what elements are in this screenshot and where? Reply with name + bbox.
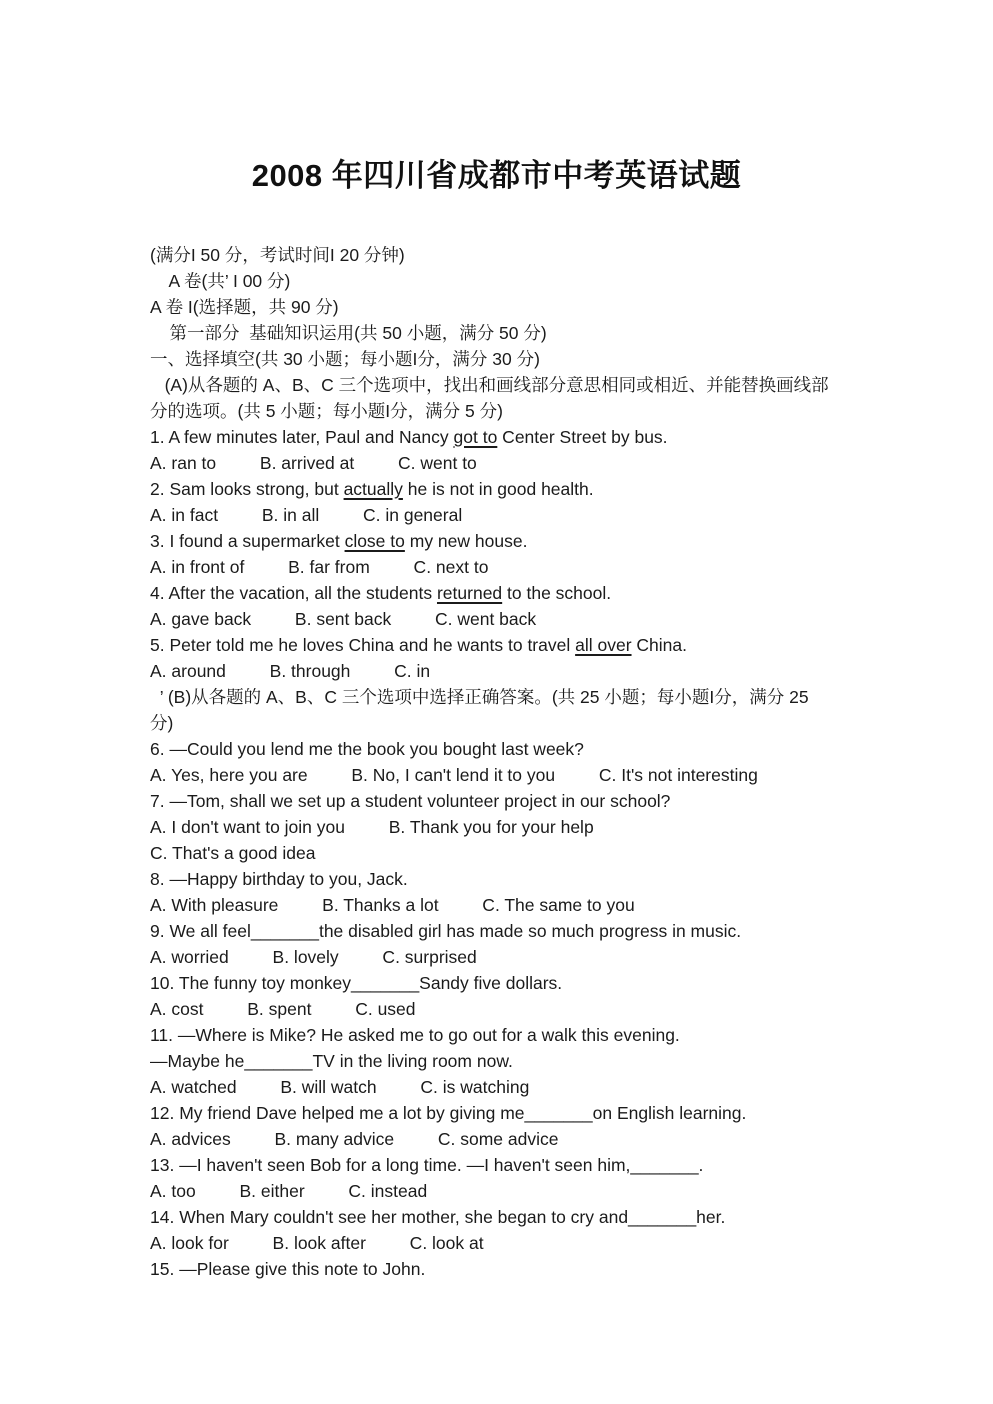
text-line	[150, 606, 880, 632]
text-segment: C. That's a good idea	[150, 843, 316, 863]
page-title: 2008 年四川省成都市中考英语试题	[251, 158, 742, 193]
underlined-phrase: all over	[575, 635, 632, 655]
text-segment: 7. —Tom, shall we set up a student volunteer project in our school?	[150, 791, 671, 811]
text-line	[150, 320, 880, 346]
text-segment: A. advices B. many advice C. some advice	[150, 1129, 559, 1149]
text-segment: A. worried B. lovely C. surprised	[150, 947, 477, 967]
text-line	[150, 788, 880, 814]
text-segment: A. Yes, here you are B. No, I can't lend it to you C. It's not interesting	[150, 765, 758, 785]
document-body	[150, 242, 880, 1282]
text-segment: 9. We all feel_______the disabled girl has made so much progress in music.	[150, 921, 742, 941]
text-segment: 14. When Mary couldn't see her mother, she began to cry and_______her.	[150, 1207, 726, 1227]
text-segment: A. I don't want to join you B. Thank you for your help	[150, 817, 594, 837]
text-line	[150, 1100, 880, 1126]
text-line	[150, 736, 880, 762]
text-line	[150, 1178, 880, 1204]
text-segment: A 卷 I(选择题，共 90 分)	[150, 297, 339, 317]
text-segment: A. look for B. look after C. look at	[150, 1233, 484, 1253]
text-line	[150, 658, 880, 684]
text-line	[150, 346, 880, 372]
underlined-phrase: returned	[436, 583, 503, 603]
text-segment: A. in fact B. in all C. in general	[150, 505, 463, 525]
text-line	[150, 762, 880, 788]
text-segment: 2. Sam looks strong, but	[150, 479, 344, 499]
text-segment: China.	[631, 635, 687, 655]
text-line	[150, 1204, 880, 1230]
text-line	[150, 1126, 880, 1152]
text-line	[150, 892, 880, 918]
text-line	[150, 580, 880, 606]
text-line	[150, 632, 880, 658]
text-line	[150, 476, 880, 502]
text-segment: 1. A few minutes later, Paul and Nancy	[150, 427, 454, 447]
text-line	[150, 528, 880, 554]
text-segment: 5. Peter told me he loves China and he wants to travel	[150, 635, 576, 655]
text-line	[150, 918, 880, 944]
text-line	[150, 710, 880, 736]
text-segment: 6. —Could you lend me the book you bought last week?	[150, 739, 584, 759]
text-line	[150, 398, 880, 424]
text-segment: 13. —I haven't seen Bob for a long time. —I haven't seen him,_______.	[150, 1155, 704, 1175]
text-segment: A 卷(共’ I 00 分)	[150, 271, 291, 291]
text-line	[150, 944, 880, 970]
text-segment: 分的选项。(共 5 小题；每小题I分，满分 5 分)	[150, 401, 503, 421]
text-line	[150, 424, 880, 450]
text-segment: 4. After the vacation, all the students	[150, 583, 437, 603]
underlined-phrase: actually	[343, 479, 403, 499]
text-segment: 15. —Please give this note to John.	[150, 1259, 426, 1279]
text-segment: he is not in good health.	[402, 479, 594, 499]
text-line	[150, 1230, 880, 1256]
text-line	[150, 1022, 880, 1048]
text-line	[150, 450, 880, 476]
text-segment: to the school.	[502, 583, 612, 603]
text-segment: 一、选择填空(共 30 小题；每小题I分，满分 30 分)	[150, 349, 540, 369]
text-line	[150, 1074, 880, 1100]
text-segment: A. watched B. will watch C. is watching	[150, 1077, 530, 1097]
text-segment: A. gave back B. sent back C. went back	[150, 609, 537, 629]
text-segment: A. With pleasure B. Thanks a lot C. The same to you	[150, 895, 635, 915]
text-segment: —Maybe he_______TV in the living room now.	[150, 1051, 513, 1071]
text-segment: 10. The funny toy monkey_______Sandy five dollars.	[150, 973, 563, 993]
underlined-phrase: close to	[344, 531, 405, 551]
text-line	[150, 684, 880, 710]
text-line	[150, 242, 880, 268]
text-line	[150, 1256, 880, 1282]
text-segment: A. around B. through C. in	[150, 661, 431, 681]
text-segment: 8. —Happy birthday to you, Jack.	[150, 869, 408, 889]
text-line	[150, 866, 880, 892]
text-segment: 第一部分 基础知识运用(共 50 小题，满分 50 分)	[150, 323, 547, 343]
text-segment: (满分I 50 分，考试时间I 20 分钟)	[150, 245, 405, 265]
text-line	[150, 970, 880, 996]
text-line	[150, 372, 880, 398]
underlined-phrase: got to	[453, 427, 498, 447]
text-line	[150, 840, 880, 866]
text-segment: 3. I found a supermarket	[150, 531, 345, 551]
text-segment: 11. —Where is Mike? He asked me to go out for a walk this evening.	[150, 1025, 680, 1045]
text-line	[150, 996, 880, 1022]
text-line	[150, 1152, 880, 1178]
text-line	[150, 502, 880, 528]
text-segment: A. ran to B. arrived at C. went to	[150, 453, 477, 473]
text-segment: 12. My friend Dave helped me a lot by giving me_______on English learning.	[150, 1103, 747, 1123]
text-line	[150, 268, 880, 294]
text-segment: Center Street by bus.	[497, 427, 668, 447]
text-line	[150, 814, 880, 840]
text-segment: (A)从各题的 A、B、C 三个选项中，找出和画线部分意思相同或相近、并能替换画线部	[150, 375, 829, 395]
text-segment: A. in front of B. far from C. next to	[150, 557, 489, 577]
text-segment: A. too B. either C. instead	[150, 1181, 428, 1201]
text-segment: A. cost B. spent C. used	[150, 999, 416, 1019]
text-line	[150, 294, 880, 320]
text-line	[150, 1048, 880, 1074]
text-line	[150, 554, 880, 580]
text-segment: 分)	[150, 713, 174, 733]
text-segment: ’ (B)从各题的 A、B、C 三个选项中选择正确答案。(共 25 小题；每小题I分，满分 25	[150, 687, 809, 707]
text-segment: my new house.	[404, 531, 528, 551]
